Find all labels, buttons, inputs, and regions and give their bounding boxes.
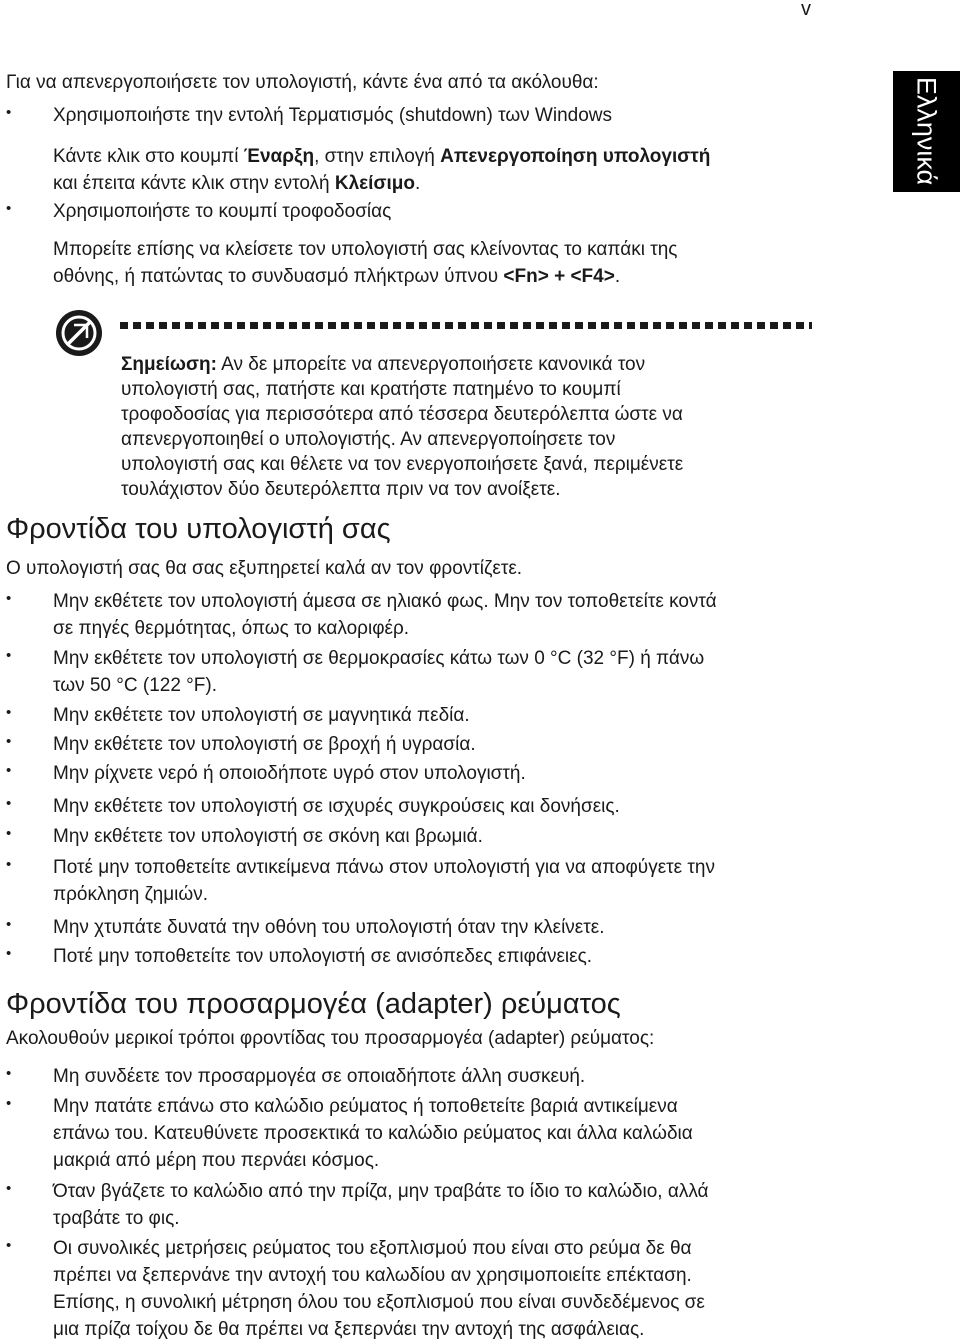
language-tab xyxy=(893,71,960,192)
language-tab-label: Ελληνικά xyxy=(911,76,942,186)
bullet-icon: • xyxy=(6,945,12,962)
note-line-1: Σημείωση: Αν δε μπορείτε να απενεργοποιήσετε κανονικά τον xyxy=(121,354,646,375)
bullet-icon: • xyxy=(6,200,12,217)
computer-care-intro: Ο υπολογιστή σας θα σας εξυπηρετεί καλά αν τον φροντίζετε. xyxy=(6,558,523,579)
list-item-cont: των 50 °C (122 °F). xyxy=(53,675,217,696)
list-item: Μην εκθέτετε τον υπολογιστή άμεσα σε ηλιακό φως. Μην τον τοποθετείτε κοντά xyxy=(53,591,717,612)
list-item: Μην εκθέτετε τον υπολογιστή σε μαγνητικά πεδία. xyxy=(53,705,470,726)
bullet-icon: • xyxy=(6,1095,12,1112)
note-line-2: υπολογιστή σας, πατήστε και κρατήστε πατημένο το κουμπί xyxy=(121,379,621,400)
note-line-6: τουλάχιστον δύο δευτερόλεπτα πριν να τον ανοίξετε. xyxy=(121,479,561,500)
bullet-icon: • xyxy=(6,733,12,750)
list-item: Μη συνδέετε τον προσαρμογέα σε οποιαδήποτε άλλη συσκευή. xyxy=(53,1066,586,1087)
shutdown-power-detail-line2: οθόνης, ή πατώντας το συνδυασμό πλήκτρων ύπνου <Fn> + <F4>. xyxy=(53,266,621,287)
list-item-cont: πρόκληση ζημιών. xyxy=(53,884,209,905)
list-item: Ποτέ μην τοποθετείτε τον υπολογιστή σε ανισόπεδες επιφάνειες. xyxy=(53,946,593,967)
list-item: Μην πατάτε επάνω στο καλώδιο ρεύματος ή τοποθετείτε βαριά αντικείμενα xyxy=(53,1096,678,1117)
bullet-icon: • xyxy=(6,762,12,779)
list-item: Μην εκθέτετε τον υπολογιστή σε σκόνη και βρωμιά. xyxy=(53,826,483,847)
shutdown-intro: Για να απενεργοποιήσετε τον υπολογιστή, κάντε ένα από τα ακόλουθα: xyxy=(6,72,599,93)
note-line-4: απενεργοποιηθεί ο υπολογιστής. Αν απενεργοποίησετε τον xyxy=(121,429,616,450)
bullet-icon: • xyxy=(6,1237,12,1254)
bullet-icon: • xyxy=(6,1180,12,1197)
list-item-cont: τραβάτε το φις. xyxy=(53,1208,180,1229)
list-item: Μην εκθέτετε τον υπολογιστή σε ισχυρές συγκρούσεις και δονήσεις. xyxy=(53,796,620,817)
list-item-cont: μια πρίζα τοίχου δε θα πρέπει να ξεπερνάει την αντοχή της ασφάλειας. xyxy=(53,1319,645,1340)
shutdown-power-detail-line1: Μπορείτε επίσης να κλείσετε τον υπολογιστή σας κλείνοντας το καπάκι της xyxy=(53,239,678,260)
list-item: Οι συνολικές μετρήσεις ρεύματος του εξοπλισμού που είναι στο ρεύμα δε θα xyxy=(53,1238,692,1259)
list-item: Μην ρίχνετε νερό ή οποιοδήποτε υγρό στον υπολογιστή. xyxy=(53,763,526,784)
list-item: Μην εκθέτετε τον υπολογιστή σε βροχή ή υγρασία. xyxy=(53,734,476,755)
list-item: Μην εκθέτετε τον υπολογιστή σε θερμοκρασίες κάτω των 0 °C (32 °F) ή πάνω xyxy=(53,648,705,669)
list-item: Όταν βγάζετε το καλώδιο από την πρίζα, μην τραβάτε το ίδιο το καλώδιο, αλλά xyxy=(53,1181,709,1202)
shutdown-windows-detail-line1: Κάντε κλικ στο κουμπί Έναρξη, στην επιλογή Απενεργοποίηση υπολογιστή xyxy=(53,146,711,167)
note-line-5: υπολογιστή σας και θέλετε να τον ενεργοποιήσετε ξανά, περιμένετε xyxy=(121,454,684,475)
shutdown-option-windows: Χρησιμοποιήστε την εντολή Τερματισμός (shutdown) των Windows xyxy=(53,105,613,126)
list-item-cont: Επίσης, η συνολική μέτρηση όλου του εξοπλισμού που είναι συνδεδέμενος σε xyxy=(53,1292,705,1313)
bullet-icon: • xyxy=(6,704,12,721)
shutdown-windows-detail-line2: και έπειτα κάντε κλικ στην εντολή Κλείσιμο. xyxy=(53,173,421,194)
list-item: Μην χτυπάτε δυνατά την οθόνη του υπολογιστή όταν την κλείνετε. xyxy=(53,917,605,938)
bullet-icon: • xyxy=(6,1065,12,1082)
bullet-icon: • xyxy=(6,647,12,664)
list-item-cont: επάνω του. Κατευθύνετε προσεκτικά το καλώδιο ρεύματος και άλλα καλώδια xyxy=(53,1123,693,1144)
bullet-icon: • xyxy=(6,916,12,933)
list-item: Ποτέ μην τοποθετείτε αντικείμενα πάνω στον υπολογιστή για να αποφύγετε την xyxy=(53,857,715,878)
bullet-icon: • xyxy=(6,104,12,121)
bullet-icon: • xyxy=(6,590,12,607)
shutdown-option-power-button: Χρησιμοποιήστε το κουμπί τροφοδοσίας xyxy=(53,201,392,222)
bullet-icon: • xyxy=(6,856,12,873)
list-item-cont: σε πηγές θερμότητας, όπως το καλοριφέρ. xyxy=(53,618,410,639)
bullet-icon: • xyxy=(6,795,12,812)
list-item-cont: πρέπει να ξεπερνάνε την αντοχή του καλωδίου αν χρησιμοποιείτε επέκταση. xyxy=(53,1265,692,1286)
note-divider xyxy=(120,322,812,329)
note-line-3: τροφοδοσίας για περισσότερα από τέσσερα δευτερόλεπτα ώστε να xyxy=(121,404,683,425)
adapter-care-intro: Ακολουθούν μερικοί τρόποι φροντίδας του προσαρμογέα (adapter) ρεύματος: xyxy=(6,1028,655,1049)
note-icon xyxy=(54,308,104,358)
bullet-icon: • xyxy=(6,825,12,842)
list-item-cont: μακριά από μέρη που περνάει κόσμος. xyxy=(53,1150,380,1171)
section-heading-computer-care: Φροντίδα του υπολογιστή σας xyxy=(6,513,391,545)
section-heading-adapter-care: Φροντίδα του προσαρμογέα (adapter) ρεύματος xyxy=(6,988,621,1020)
page-number: v xyxy=(801,0,811,20)
